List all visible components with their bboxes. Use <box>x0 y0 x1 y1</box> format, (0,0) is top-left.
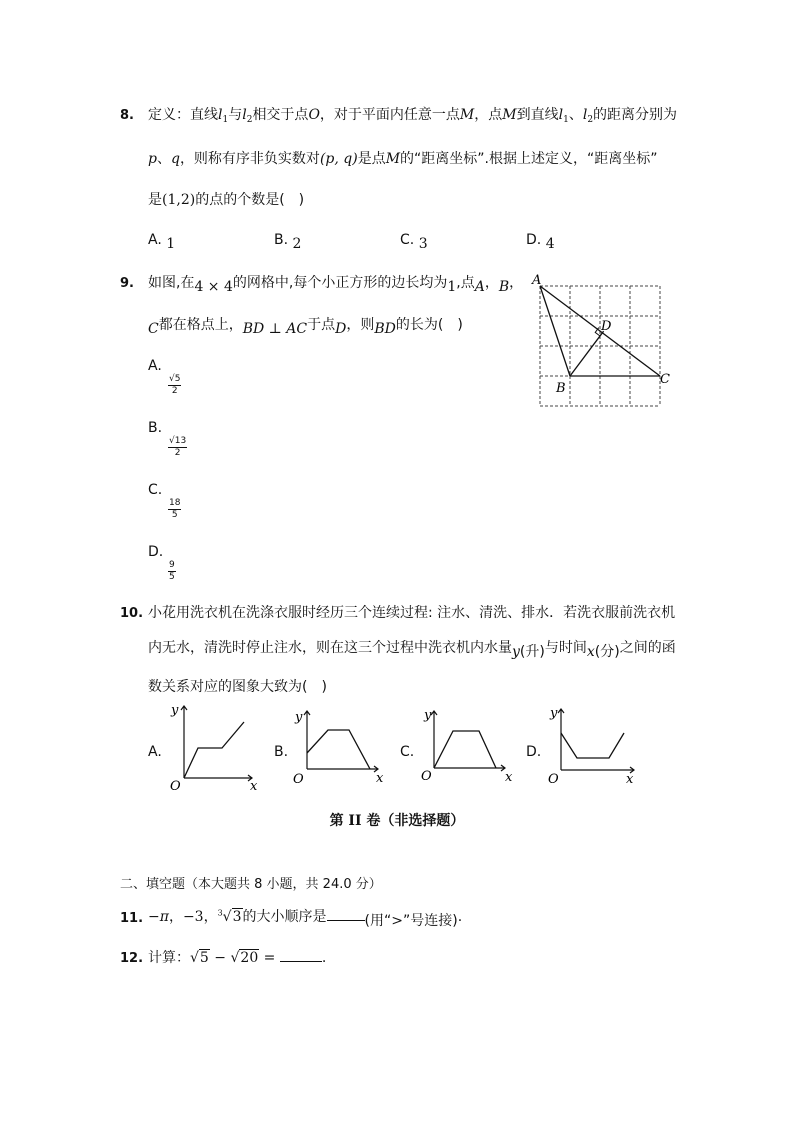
question-number: 10. <box>120 606 144 621</box>
graph-line <box>184 722 244 778</box>
math-y: y <box>512 644 520 660</box>
math-cube-root: $^3$√3 <box>217 908 242 925</box>
question-10-line-1: 小花用洗衣机在洗涤衣服时经历三个连续过程: 注水、清洗、排水．若洗衣服前洗衣机 <box>148 605 676 621</box>
numerator: 9 <box>169 560 175 570</box>
option-label: D. <box>526 232 542 248</box>
question-number: 12. <box>120 951 144 966</box>
numerator: √13 <box>169 436 187 446</box>
text: 的大小顺序是 <box>242 909 327 925</box>
question-number: 8. <box>120 108 134 123</box>
math-neg-pi: −π <box>148 909 169 925</box>
question-9-line-2 <box>148 314 463 337</box>
graph-line <box>434 731 496 768</box>
section-title: 第 II 卷（非选择题） <box>329 813 465 829</box>
x-label: x <box>626 772 634 787</box>
math-grid: 4 × 4 <box>194 279 233 295</box>
answer-blank[interactable] <box>280 949 322 962</box>
option-a[interactable] <box>148 358 181 397</box>
option-label: C. <box>148 482 163 498</box>
option-label: A. <box>148 232 162 248</box>
text: ， <box>484 275 499 291</box>
subscript: 2 <box>246 115 253 125</box>
origin-label: O <box>548 772 559 787</box>
math-O: O <box>308 107 320 123</box>
option-value: 2 <box>292 236 302 252</box>
math-gt: > <box>391 913 403 929</box>
text: ， <box>168 909 183 925</box>
subscript: 1 <box>222 115 229 125</box>
fraction <box>168 374 181 397</box>
option-value: 4 <box>545 236 555 252</box>
question-10-line-2 <box>148 637 676 660</box>
x-label: x <box>376 771 384 786</box>
text: ，点 <box>474 107 503 123</box>
option-label: B. <box>148 420 163 436</box>
option-a-label[interactable]: A. <box>148 744 162 760</box>
text: 的距离分别为 <box>593 107 678 123</box>
label-c: C <box>660 372 670 387</box>
math-point: (1,2) <box>162 192 196 208</box>
denominator: 5 <box>171 510 178 520</box>
graph-line <box>307 730 370 769</box>
text: ，对于平面内任意一点 <box>319 107 460 123</box>
text: 如图,在 <box>148 275 195 291</box>
question-8-line-3 <box>148 189 304 209</box>
part-2-header: 二、填空题（本大题共 8 小题，共 24.0 分） <box>120 877 382 892</box>
text: 计算： <box>148 950 190 966</box>
math-BD: BD <box>374 321 396 337</box>
segment-bd <box>570 331 604 376</box>
text: 内无水，清洗时停止注水，则在这三个过程中洗衣机内水量 <box>148 640 512 656</box>
text: ，则 <box>346 317 375 333</box>
math-l: l <box>582 107 588 123</box>
text: ,点 <box>456 275 475 291</box>
radicand: 5 <box>199 950 209 966</box>
math-M: M <box>385 151 401 167</box>
text: 、 <box>568 107 583 123</box>
text: 的“距离坐标” <box>400 151 485 167</box>
denominator: 2 <box>171 386 178 396</box>
math-l: l <box>218 107 223 123</box>
math-l: l <box>242 107 247 123</box>
radicand: 20 <box>240 950 259 966</box>
option-value: 3 <box>418 236 428 252</box>
text: 的长为( ) <box>395 317 463 333</box>
question-8-line-1 <box>148 104 677 125</box>
text: 都在格点上， <box>158 317 243 333</box>
math-perp: BD ⊥ AC <box>242 321 308 337</box>
text: 定义：直线 <box>148 107 218 123</box>
text: (用“ <box>364 913 392 929</box>
y-label: y <box>550 706 558 721</box>
x-label: x <box>250 779 258 794</box>
fraction <box>168 560 176 583</box>
option-b-label[interactable]: B. <box>274 744 289 760</box>
answer-blank[interactable] <box>327 908 365 921</box>
question-10-line-3: 数关系对应的图象大致为( ) <box>148 679 327 695</box>
label-b: B <box>556 381 566 396</box>
segment-ab <box>540 286 570 376</box>
question-9-line-1 <box>148 272 524 295</box>
text: .根据上述定义，“距离坐标” <box>484 151 658 167</box>
math-A: A <box>474 279 485 295</box>
text: ， <box>203 909 218 925</box>
math-sqrt-5: √5 <box>190 950 209 966</box>
text: ”号连接) <box>402 913 458 929</box>
math-x: x <box>586 644 595 660</box>
option-d[interactable] <box>526 232 555 252</box>
option-c[interactable] <box>400 232 428 252</box>
math-l: l <box>558 107 564 123</box>
option-label: D. <box>148 544 164 560</box>
option-c-label[interactable]: C. <box>400 744 415 760</box>
y-label: y <box>295 710 303 725</box>
text: 是点 <box>357 151 386 167</box>
radicand: 3 <box>232 909 242 925</box>
option-d-label[interactable]: D. <box>526 744 542 760</box>
x-label: x <box>505 770 513 785</box>
text: ，则称有序非负实数对 <box>179 151 320 167</box>
math-minus: − <box>209 950 231 966</box>
text: 到直线 <box>516 107 559 123</box>
math-M: M <box>459 107 475 123</box>
origin-label: O <box>293 772 304 787</box>
question-11-line <box>148 906 463 929</box>
math-pq: (p, q) <box>319 151 358 167</box>
question-8-line-2 <box>148 148 658 168</box>
label-d: D <box>601 319 612 334</box>
y-label: y <box>424 708 432 723</box>
text: 的网格中,每个小正方形的边长均为 <box>232 275 448 291</box>
text: 于点 <box>307 317 336 333</box>
numerator: 18 <box>169 498 181 508</box>
origin-label: O <box>170 779 181 794</box>
option-b-graph[interactable] <box>292 705 392 795</box>
text: 与 <box>228 107 243 123</box>
option-a-graph[interactable] <box>166 700 266 795</box>
text: 是 <box>148 192 162 208</box>
unit: (分) <box>594 644 620 660</box>
unit: (升) <box>519 644 545 660</box>
text: 与时间 <box>544 640 587 656</box>
option-c[interactable] <box>148 482 181 521</box>
math-D: D <box>335 321 347 337</box>
math-sqrt-20: √20 <box>230 950 259 966</box>
option-a[interactable] <box>148 232 176 252</box>
question-12-line <box>148 947 326 967</box>
label-a: A <box>532 273 542 288</box>
option-value: 1 <box>166 236 176 252</box>
question-number: 11. <box>120 911 144 926</box>
math-q: q <box>170 151 180 167</box>
option-label: B. <box>274 232 289 248</box>
question-number: 9. <box>120 276 134 291</box>
option-b[interactable] <box>274 232 302 252</box>
right-angle-mark <box>595 328 600 336</box>
denominator: 5 <box>169 572 175 582</box>
option-d[interactable] <box>148 544 176 583</box>
math-M: M <box>502 107 517 123</box>
subscript: 2 <box>587 115 594 125</box>
denominator: 2 <box>174 448 181 458</box>
math-equals: = <box>259 950 280 966</box>
fraction <box>168 436 187 459</box>
text: . <box>457 909 463 925</box>
math-p: p <box>148 151 157 167</box>
text: . <box>321 950 327 966</box>
fraction <box>168 498 181 521</box>
y-label: y <box>171 703 179 718</box>
option-label: C. <box>400 232 415 248</box>
text: 之间的函 <box>619 640 676 656</box>
text: 相交于点 <box>252 107 309 123</box>
origin-label: O <box>421 769 432 784</box>
subscript: 1 <box>563 115 569 125</box>
option-label: A. <box>148 358 162 374</box>
math-C: C <box>148 321 159 337</box>
text: 、 <box>156 151 171 167</box>
numerator: √5 <box>169 374 181 384</box>
grid-figure <box>528 272 678 412</box>
text: ， <box>509 275 524 291</box>
option-b[interactable] <box>148 420 187 459</box>
math-neg-3: −3 <box>182 909 204 925</box>
math-one: 1 <box>447 279 457 295</box>
root-index: 3 <box>217 908 223 918</box>
graph-line <box>561 733 624 758</box>
math-B: B <box>498 279 510 295</box>
option-c-graph[interactable] <box>419 705 519 795</box>
option-d-graph[interactable] <box>544 703 644 793</box>
text: 的点的个数是( ) <box>195 192 305 208</box>
